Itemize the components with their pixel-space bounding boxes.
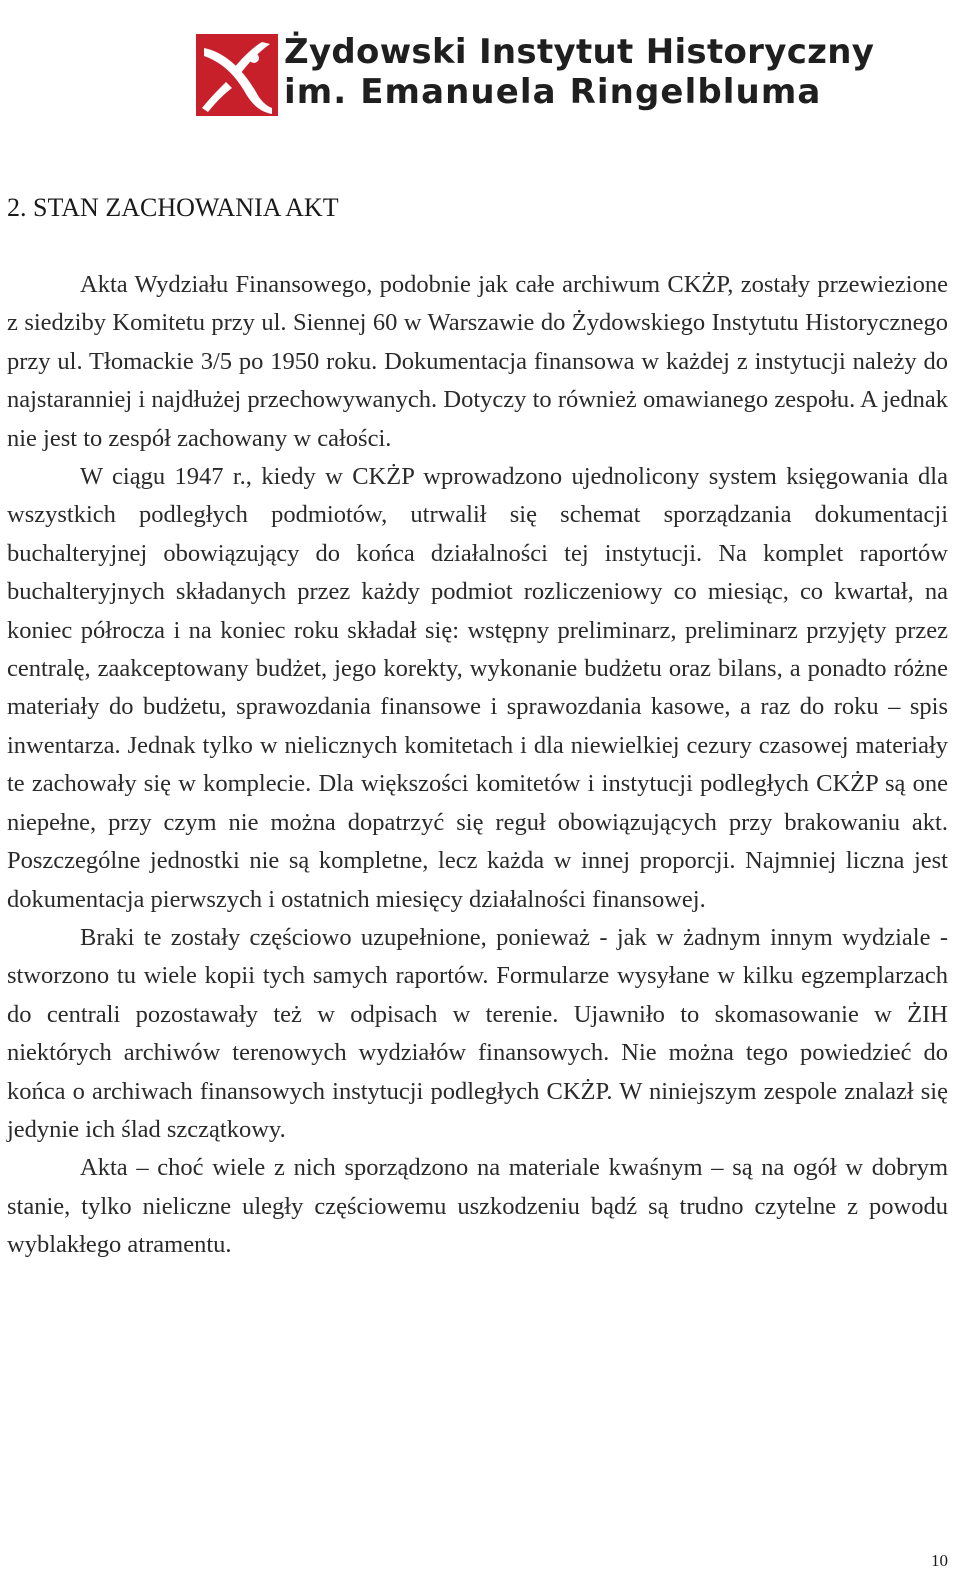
paragraph-4: Akta – choć wiele z nich sporządzono na materiale kwaśnym – są na ogół w dobrym stanie, tylko nieliczne uległy częściowemu uszkodzeniu bądź są trudno czytelne z powodu wyblakłego atramentu. (7, 1154, 948, 1259)
paragraph-3: Braki te zostały częściowo uzupełnione, ponieważ - jak w żadnym innym wydziale - stworzono tu wiele kopii tych samych raportów. Formularze wysyłane w kilku egzemplarzach do centrali pozostawały też w odpisach w terenie. Ujawniło to skomasowanie w ŻIH niektórych archiwów terenowych wydziałów finansowych. Nie można tego powiedzieć do końca o archiwach finansowych instytucji podległych CKŻP. W niniejszym zespole znalazł się jedynie ich ślad szczątkowy. (7, 923, 948, 1143)
institution-name-line2: im. Emanuela Ringelbluma (284, 72, 822, 112)
document-body (7, 266, 948, 1265)
paragraph-1: Akta Wydziału Finansowego, podobnie jak całe archiwum CKŻP, zostały przewiezione z siedziby Komitetu przy ul. Siennej 60 w Warszawie do Żydowskiego Instytutu Historycznego przy ul. Tłomackie 3/5 po 1950 roku. Dokumentacja finansowa w każdej z instytucji należy do najstaranniej i najdłużej przechowywanych. Dotyczy to również omawianego zespołu. A jednak nie jest to zespół zachowany w całości. (7, 271, 948, 452)
paragraph-2: W ciągu 1947 r., kiedy w CKŻP wprowadzono ujednolicony system księgowania dla wszystkich podległych podmiotów, utrwalił się schemat sporządzania dokumentacji buchalteryjnej obowiązujący do końca działalności tej instytucji. Na komplet raportów buchalteryjnych składanych przez każdy podmiot rozliczeniowy co miesiąc, co kwartał, na koniec półrocza i na koniec roku składał się: wstępny preliminarz, preliminarz przyjęty przez centralę, zaakceptowany budżet, jego korekty, wykonanie budżetu oraz bilans, a ponadto różne materiały do budżetu, sprawozdania finansowe i sprawozdania kasowe, a raz do roku – spis inwentarza. Jednak tylko w nielicznych komitetach i dla niewielkiej cezury czasowej materiały te zachowały się w komplecie. Dla większości komitetów i instytucji podległych CKŻP są one niepełne, przy czym nie można dopatrzyć się reguł obowiązujących przy brakowaniu akt. Poszczególne jednostki nie są kompletne, lecz każda w innej proporcji. Najmniej liczna jest dokumentacja pierwszych i ostatnich miesięcy działalności finansowej. (7, 463, 948, 913)
institution-name (284, 32, 874, 112)
institution-name-line1: Żydowski Instytut Historyczny (284, 32, 875, 72)
page-number: 10 (931, 1551, 948, 1570)
institution-header (196, 28, 875, 123)
institute-logo-icon (196, 34, 278, 116)
section-heading: 2. STAN ZACHOWANIA AKT (7, 193, 339, 222)
